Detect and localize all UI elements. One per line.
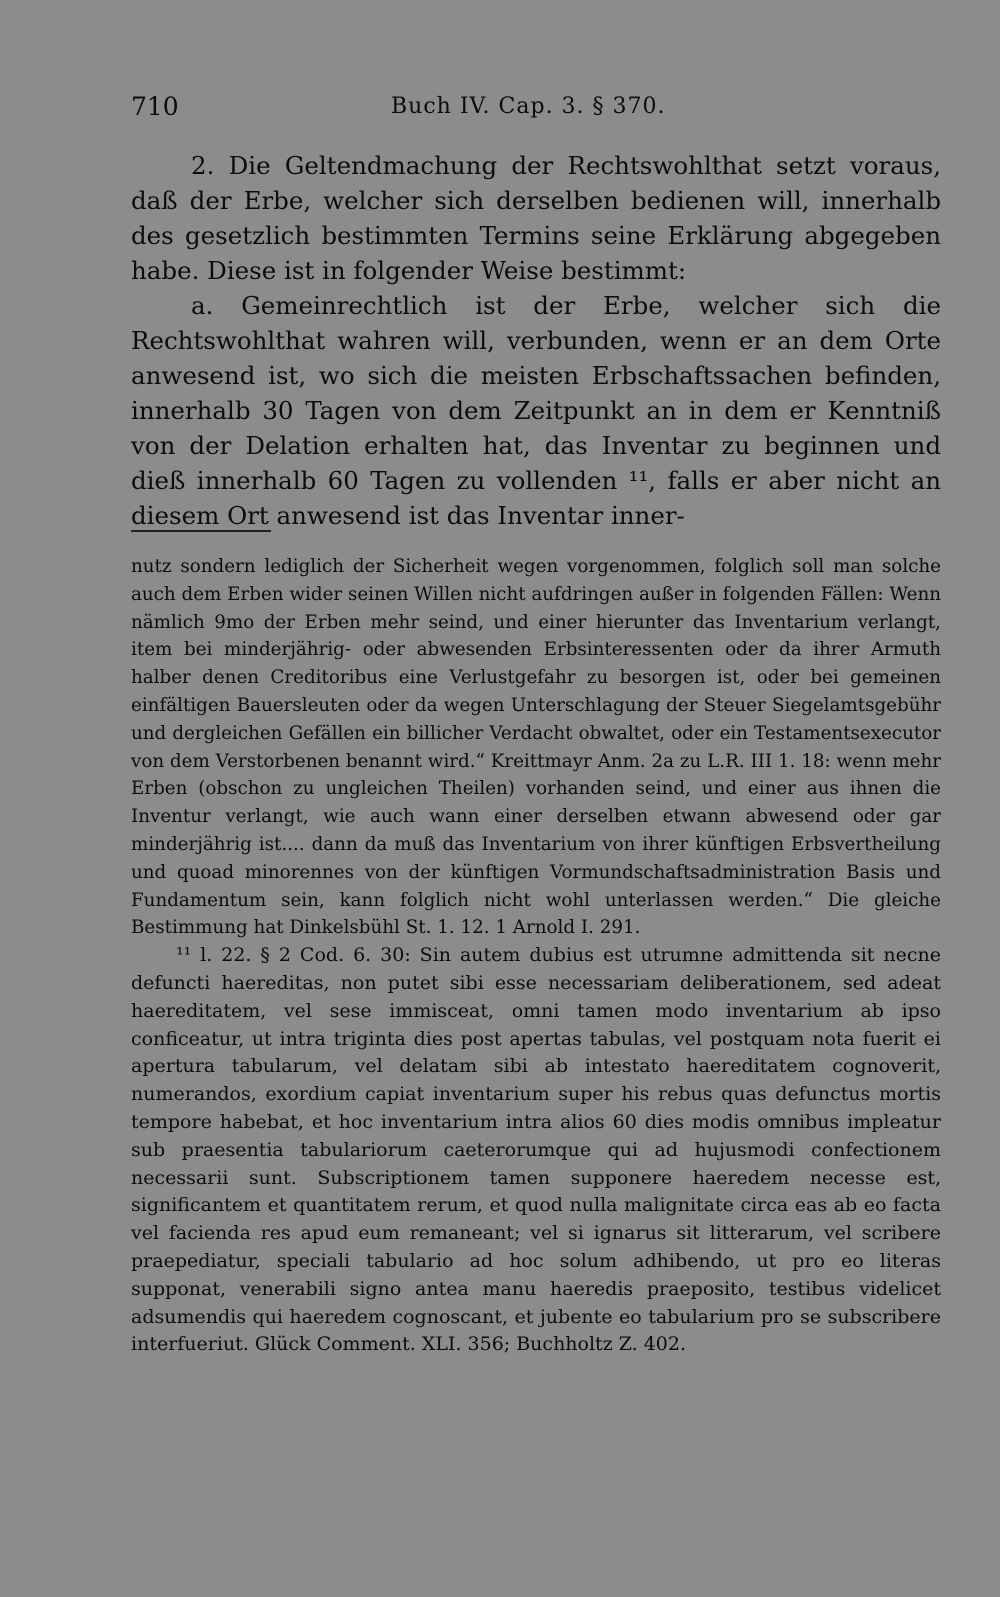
main-text bbox=[131, 148, 941, 533]
footnote-11: ¹¹ l. 22. § 2 Cod. 6. 30: Sin autem dubius est utrumne admittenda sit necne defuncti haereditas, non putet sibi esse necessariam deliberationem, sed adeat haereditatem, vel sese immisceat, omni tamen modo inventarium ab ipso conficeatur, ut intra triginta dies post apertas tabulas, vel postquam nota fuerit ei apertura tabularum, vel delatam sibi ab intestato haereditatem cognoverit, numerandos, exordium capiat inventarium super his rebus quas defunctus mortis tempore habebat, et hoc inventarium intra alios 60 dies modis omnibus impleatur sub praesentia tabulariorum caeterorumque qui ad hujusmodi confectionem necessarii sunt. Subscriptionem tamen supponere haeredem necesse est, significantem et quantitatem rerum, et quod nulla malignitate circa eas ab eo facta vel facienda res apud eum remaneant; vel si ignarus sit litterarum, vel scribere praepediatur, speciali tabulario ad hoc solum adhibendo, ut pro eo literas supponat, venerabili signo antea manu haeredis praeposito, testibus videlicet adsumendis qui haeredem cognoscant, et jubente eo tabularium pro se subscribere interfueriut. Glück Comment. XLI. 356; Buchholtz Z. 402. bbox=[131, 944, 941, 1356]
page-number: 710 bbox=[131, 92, 179, 121]
running-title: Buch IV. Cap. 3. § 370. bbox=[391, 94, 666, 119]
footnotes bbox=[131, 553, 941, 1359]
paragraph-2: 2. Die Geltendmachung der Rechtswohlthat setzt voraus, daß der Erbe, welcher sich derselben bedienen will, innerhalb des gesetzlich bestimmten Termins seine Erklärung abgegeben habe. Diese ist in folgender Weise bestimmt: bbox=[131, 151, 941, 285]
footnote-divider bbox=[131, 530, 271, 532]
paragraph-a: a. Gemeinrechtlich ist der Erbe, welcher sich die Rechtswohlthat wahren will, verbunden, wenn er an dem Orte anwesend ist, wo sich die meisten Erbschaftssachen befinden, innerhalb 30 Tagen von dem Zeitpunkt an in dem er Kenntniß von der Delation erhalten hat, das Inventar zu beginnen und dieß innerhalb 60 Tagen zu vollenden ¹¹, falls er aber nicht an diesem Ort anwesend ist das Inventar inner- bbox=[131, 291, 941, 530]
page-header bbox=[131, 92, 941, 132]
footnote-continuation: nutz sondern lediglich der Sicherheit wegen vorgenommen, folglich soll man solche auch dem Erben wider seinen Willen nicht aufdringen außer in folgenden Fällen: Wenn nämlich 9mo der Erben mehr seind, und einer hierunter das Inventarium verlangt, item bei minderjährig- oder abwesenden Erbsinteressenten oder da ihrer Armuth halber denen Creditoribus eine Verlustgefahr zu besorgen ist, oder bei gemeinen einfältigen Bauersleuten oder da wegen Unterschlagung der Steuer Siegelamtsgebühr und dergleichen Gefällen ein billicher Verdacht obwaltet, oder ein Testamentsexecutor von dem Verstorbenen benannt wird.“ Kreittmayr Anm. 2a zu L.R. III 1. 18: wenn mehr Erben (obschon zu ungleichen Theilen) vorhanden seind, und einer aus ihnen die Inventur verlangt, wie auch wann einer derselben etwann abwesend oder gar minderjährig ist.... dann da muß das Inventarium von ihrer künftigen Erbsvertheilung und quoad minorennes von der künftigen Vormundschaftsadministration Basis und Fundamentum sein, kann folglich nicht wohl unterlassen werden.“ Die gleiche Bestimmung hat Dinkelsbühl St. 1. 12. 1 Arnold I. 291. bbox=[131, 556, 941, 939]
